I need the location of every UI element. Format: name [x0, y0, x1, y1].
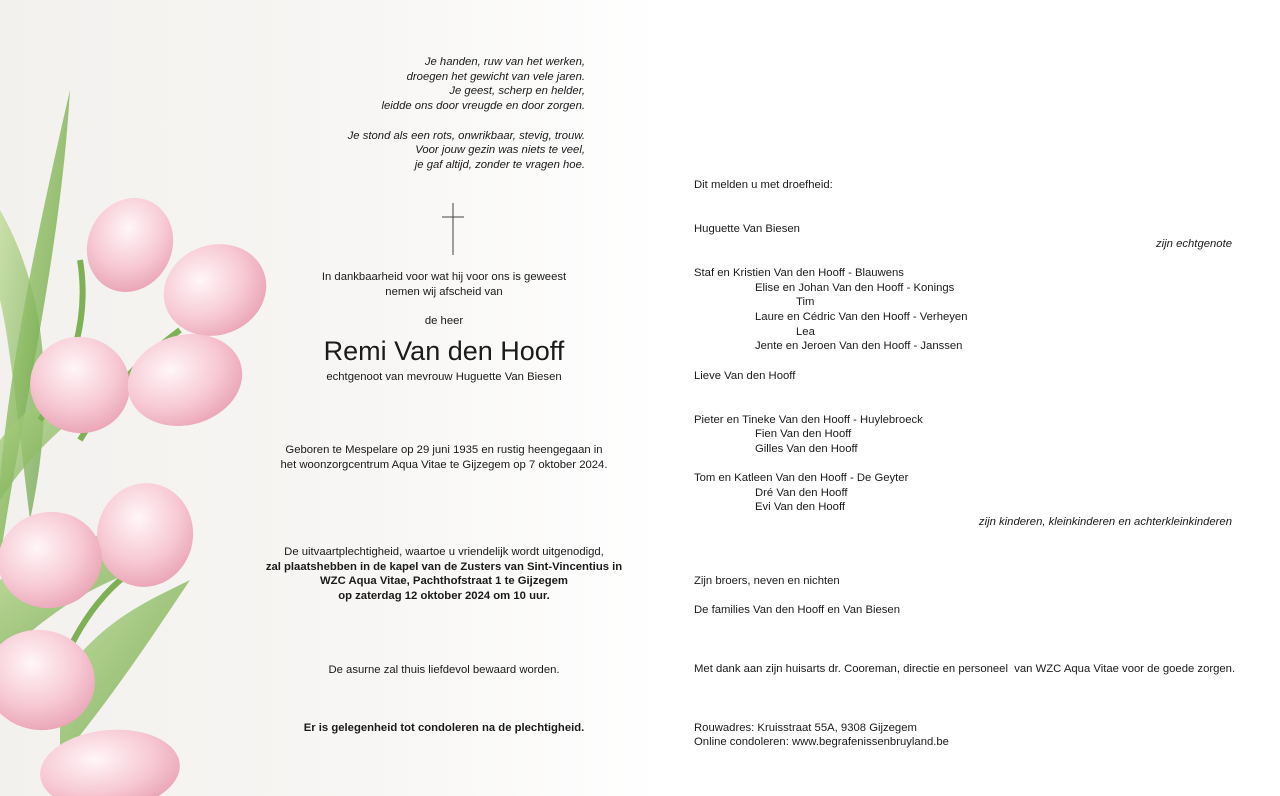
family-member: Elise en Johan Van den Hooff - Konings	[755, 282, 955, 294]
poem-stanza-1	[348, 55, 585, 114]
tulip-illustration	[0, 60, 300, 796]
family-member: Laure en Cédric Van den Hooff - Verheyen	[755, 311, 968, 323]
spouse-name: Huguette Van Biesen	[694, 223, 800, 235]
family-member: Tim	[796, 296, 815, 308]
online-condolence: Online condoleren: www.begrafenissenbruyland.be	[694, 736, 949, 748]
family-member: Dré Van den Hooff	[755, 487, 848, 499]
spouse-relation: zijn echtgenote	[1156, 238, 1232, 250]
poem-line: je gaf altijd, zonder te vragen hoe.	[414, 158, 585, 171]
family-member: Evi Van den Hooff	[755, 501, 846, 513]
birth-death-line: Geboren te Mespelare op 29 juni 1935 en rustig heengegaan in	[285, 444, 603, 456]
poem	[348, 55, 585, 187]
funeral-invitation: De uitvaartplechtigheid, waartoe u vriendelijk wordt uitgenodigd,	[284, 546, 604, 558]
poem-stanza-2	[348, 129, 585, 173]
poem-line: droegen het gewicht van vele jaren.	[406, 70, 585, 83]
family-member: Tom en Katleen Van den Hooff - De Geyter	[694, 472, 909, 484]
poem-line: Je geest, scherp en helder,	[449, 85, 585, 98]
intro-line: In dankbaarheid voor wat hij voor ons is geweest	[321, 271, 567, 283]
poem-line: Je stond als een rots, onwrikbaar, stevig, trouw.	[347, 129, 585, 142]
poem-line: leidde ons door vreugde en door zorgen.	[381, 100, 585, 113]
poem-line: Voor jouw gezin was niets te veel,	[415, 144, 585, 157]
family-member: Pieter en Tineke Van den Hooff - Huylebroeck	[694, 414, 923, 426]
cross-icon	[440, 203, 466, 255]
family-member: Jente en Jeroen Van den Hooff - Janssen	[755, 340, 963, 352]
family-relation: zijn kinderen, kleinkinderen en achterkleinkinderen	[978, 516, 1232, 528]
families-line: De families Van den Hooff en Van Biesen	[694, 604, 900, 616]
deceased-name: Remi Van den Hooff	[323, 336, 565, 366]
funeral-location-line: zal plaatshebben in de kapel van de Zusters van Sint-Vincentius in	[265, 560, 623, 573]
funeral-date-line: op zaterdag 12 oktober 2024 om 10 uur.	[338, 590, 550, 603]
intro-line: nemen wij afscheid van	[385, 285, 503, 298]
birth-death-text	[264, 443, 624, 472]
funeral-details	[264, 545, 624, 604]
family-member: Staf en Kristien Van den Hooff - Blauwens	[694, 267, 904, 279]
spouse-line: echtgenoot van mevrouw Huguette Van Biesen	[326, 371, 562, 383]
poem-line: Je handen, ruw van het werken,	[424, 56, 585, 68]
mourning-address: Rouwadres: Kruisstraat 55A, 9308 Gijzegem	[694, 722, 917, 734]
ashes-note: De asurne zal thuis liefdevol bewaard worden.	[328, 664, 560, 676]
announcement: Dit melden u met droefheid:	[694, 179, 833, 191]
title-prefix: de heer	[424, 315, 464, 327]
siblings-line: Zijn broers, neven en nichten	[694, 575, 840, 587]
family-member: Lieve Van den Hooff	[694, 370, 796, 382]
condolence-note: Er is gelegenheid tot condoleren na de plechtigheid.	[303, 722, 585, 734]
funeral-address-line: WZC Aqua Vitae, Pachthofstraat 1 te Gijzegem	[320, 575, 568, 588]
intro-text	[264, 270, 624, 299]
birth-death-line: het woonzorgcentrum Aqua Vitae te Gijzegem op 7 oktober 2024.	[280, 458, 608, 471]
thanks-line: Met dank aan zijn huisarts dr. Cooreman, directie en personeel van WZC Aqua Vitae voor de goede zorgen.	[694, 663, 1236, 675]
family-member: Gilles Van den Hooff	[755, 443, 858, 455]
family-member: Lea	[796, 326, 815, 338]
family-member: Fien Van den Hooff	[755, 428, 852, 440]
